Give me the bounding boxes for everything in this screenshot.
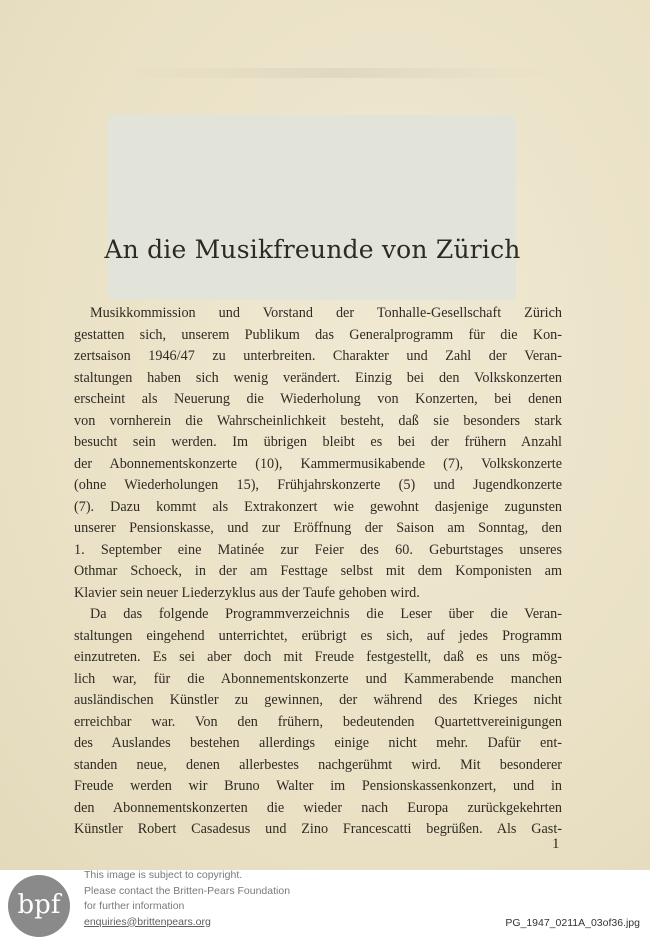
bleed-through-text [120, 68, 550, 78]
copyright-notice [84, 868, 290, 930]
text-line: erscheint als Neuerung die Wiederholung von Konzerten, bei denen [74, 391, 562, 407]
notice-line: for further information [84, 900, 185, 912]
notice-line: This image is subject to copyright. [84, 869, 243, 881]
text-line: den Abonnementskonzerten die wieder nach Europa zurückgekehrten [74, 799, 562, 816]
text-line: lich war, für die Abonnementskonzerte und Kammerabende manchen [74, 670, 562, 687]
text-line: von vornherein die Wahrscheinlichkeit besteht, daß sie besonders stark [74, 412, 562, 429]
text-line: erreichbar war. Von den frühern, bedeutenden Quartettvereinigungen [74, 713, 562, 730]
page-number: 1 [552, 836, 560, 852]
image-filename: PG_1947_0211A_03of36.jpg [505, 917, 640, 929]
text-line: (7). Dazu kommt als Extrakonzert wie gewohnt dasjenige zugunsten [74, 498, 562, 515]
text-line: besucht sein werden. Im übrigen bleibt es bei der frühern Anzahl [74, 434, 562, 450]
text-line: der Abonnementskonzerte (10), Kammermusikabende (7), Volkskonzerte [74, 455, 562, 472]
text-line: einzutreten. Es sei aber doch mit Freude festgestellt, daß es uns mög- [74, 649, 562, 665]
notice-line: Please contact the Britten-Pears Foundation [84, 884, 291, 897]
text-line: standen neue, denen allerbestes nachgerühmt wird. Mit besonderer [74, 756, 562, 773]
text-line: Othmar Schoeck, in der am Festtage selbst mit dem Komponisten am [74, 563, 562, 579]
text-line: staltungen haben sich wenig verändert. Einzig bei den Volkskonzerten [74, 369, 562, 386]
text-line: Musikkommission und Vorstand der Tonhalle-Gesellschaft Zürich [90, 305, 562, 321]
text-line: (ohne Wiederholungen 15), Frühjahrskonzerte (5) und Jugendkonzerte [74, 477, 562, 493]
text-line: Künstler Robert Casadesus und Zino Francescatti begrüßen. Als Gast- [74, 821, 562, 837]
text-line: gestatten sich, unserem Publikum das Generalprogramm für die Kon- [74, 326, 562, 343]
page-title: An die Musikfreunde von Zürich [104, 235, 521, 264]
text-line: 1. September eine Matinée zur Feier des 60. Geburtstages unseres [74, 541, 562, 558]
text-line: staltungen eingehend unterrichtet, erübrigt es sich, auf jedes Programm [74, 627, 562, 644]
contact-email-link[interactable]: enquiries@brittenpears.org [84, 915, 211, 928]
text-line: Da das folgende Programmverzeichnis die Leser über die Veran- [90, 606, 562, 622]
text-line: ausländischen Künstler zu gewinnen, der während des Krieges nicht [74, 692, 562, 708]
text-line: Klavier sein neuer Liederzyklus aus der Taufe gehoben wird. [74, 584, 420, 601]
body-text [74, 303, 562, 841]
text-line: unserer Pensionskasse, und zur Eröffnung der Saison am Sonntag, den [74, 520, 562, 536]
bpf-logo: bpf [8, 875, 70, 937]
text-line: Freude werden wir Bruno Walter im Pensionskassenkonzert, und in [74, 778, 562, 794]
text-line: zertsaison 1946/47 zu unterbreiten. Charakter und Zahl der Veran- [74, 348, 562, 364]
text-line: des Auslandes bestehen allerdings einige nicht mehr. Dafür ent- [74, 735, 562, 751]
title-paste-block [108, 115, 516, 300]
